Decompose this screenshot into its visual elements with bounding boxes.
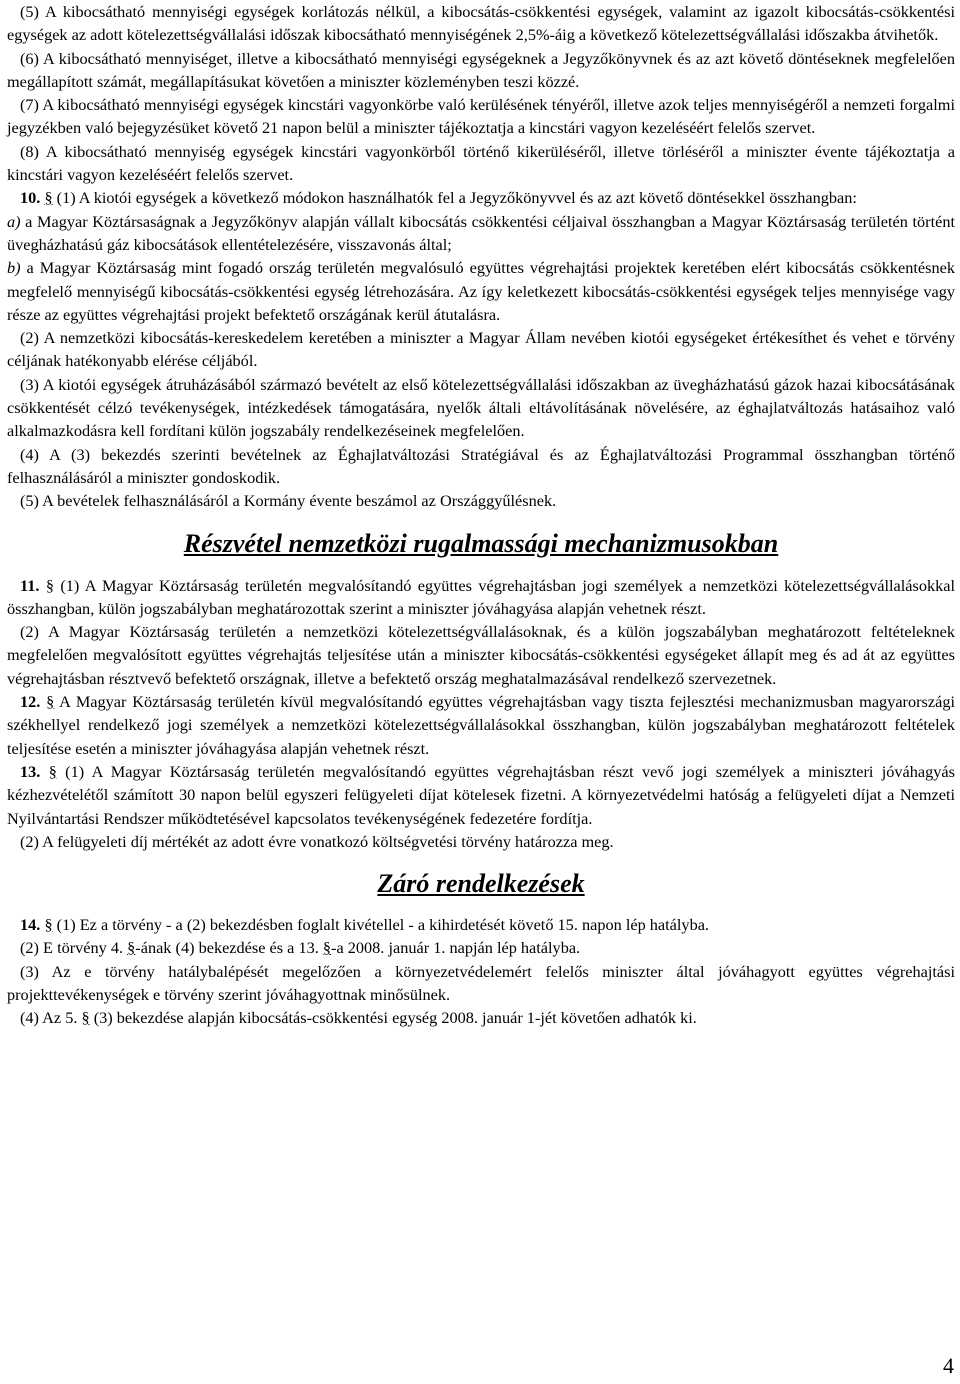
- section-14-paragraph-4: [7, 1006, 955, 1029]
- section-sign: §: [44, 188, 53, 208]
- paragraph-9-8: (8) A kibocsátható mennyiség egységek kincstári vagyonkörből történő kikerüléséről, illetve törléséről a miniszter évente tájékoztatja a kincstári vagyon kezeléséért felelős szervet.: [7, 141, 955, 185]
- section-text: (1) Ez a törvény - a (2) bekezdésben foglalt kivétellel - a kihirdetését követő 15. napon lép hatályba.: [52, 915, 710, 935]
- section-sign: §: [322, 938, 332, 958]
- text-part: (4) Az 5.: [20, 1008, 82, 1028]
- section-sign: §: [45, 575, 54, 595]
- section-10-paragraph-4: (4) A (3) bekezdés szerinti bevételnek az Éghajlatváltozási Stratégiával és az Éghajlatváltozási Programmal összhangban történő felhasználásáról a miniszter gondoskodik.: [7, 444, 955, 487]
- section-11-paragraph-1: [7, 574, 955, 621]
- section-text: (1) A kiotói egységek a következő módokon használhatók fel a Jegyzőkönyvvel és az azt követő döntésekkel összhangban:: [52, 188, 857, 208]
- section-12: [7, 690, 955, 760]
- text-part: (3) bekezdése alapján kibocsátás-csökkentési egység 2008. január 1-jét követően adhatók ki.: [89, 1008, 697, 1028]
- section-text: A Magyar Köztársaság területén kívül megvalósítandó együttes végrehajtásban vagy tiszta fejlesztési mechanizmusban magyarországi székhellyel rendelkező jogi személyek a nemzetközi kötelezettségvállalásokkal összhangban, külön jogszabályban meghatározott feltételek teljesítése esetén a miniszter jóváhagyása alapján vehetnek részt.: [7, 692, 955, 758]
- text-part: -ának (4) bekezdése és a 13.: [135, 938, 323, 958]
- section-number: 13.: [20, 761, 41, 781]
- document-page: [7, 0, 955, 1030]
- section-10-paragraph-1: [7, 186, 955, 209]
- text-part: -a 2008. január 1. napján lép hatályba.: [331, 938, 581, 958]
- section-10-paragraph-3: (3) A kiotói egységek átruházásából származó bevételt az első kötelezettségvállalási időszakban az üvegházhatású gázok hazai kibocsátásának csökkentését célzó tevékenységek, intézkedések támogatására, nyelők általi eltávolításának növelésére, az éghajlatváltozás hatásaihoz való alkalmazkodásra kell fordítani külön jogszabály rendelkezéseinek megfelelően.: [7, 374, 955, 441]
- section-sign: §: [127, 938, 136, 958]
- section-10-paragraph-2: (2) A nemzetközi kibocsátás-kereskedelem keretében a miniszter a Magyar Állam nevében kiotói egységeket értékesíthet és vehet e törvény céljának hatékonyabb elérése céljából.: [7, 328, 955, 371]
- section-number: 14.: [20, 915, 41, 935]
- section-sign: §: [44, 915, 53, 935]
- chapter-heading-final-provisions: Záró rendelkezések: [377, 869, 585, 899]
- section-number: 10.: [20, 188, 41, 208]
- section-14-paragraph-2: [7, 936, 955, 959]
- section-13-paragraph-1: [7, 760, 955, 830]
- section-sign: §: [46, 692, 55, 712]
- section-text: (1) A Magyar Köztársaság területén megvalósítandó együttes végrehajtásban jogi személyek a nemzetközi kötelezettségvállalásokkal összhangban, külön jogszabályban meghatározottak szerint a miniszter jóváhagyása alapján vehetnek részt.: [7, 575, 955, 618]
- section-sign: §: [81, 1008, 90, 1028]
- point-label: b): [7, 258, 21, 278]
- point-text: a Magyar Köztársaság mint fogadó ország területén megvalósuló együttes végrehajtási projektek keretében elért kibocsátás csökkentésnek megfelelő mennyiségű kibocsátás-csökkentési egység létrehozására. Az így keletkezett kibocsátás-csökkentési egységek teljes mennyisége vagy része az együttes végrehajtási projekt befektető országának kerül átutalásra.: [7, 258, 955, 324]
- page-number: 4: [943, 1353, 954, 1378]
- section-14-paragraph-3: (3) Az e törvény hatálybalépését megelőzően a környezetvédelemért felelős miniszter által jóváhagyott együttes végrehajtási projekttevékenységek e törvény szerint jóváhagyottnak minősülnek.: [7, 961, 955, 1004]
- section-number: 11.: [20, 575, 40, 595]
- section-sign: §: [48, 761, 57, 781]
- section-14-paragraph-1: [7, 913, 955, 936]
- section-10-point-b: [7, 256, 955, 326]
- paragraph-9-7: (7) A kibocsátható mennyiségi egységek kincstári vagyonkörbe való kerülésének tényéről, illetve azok teljes mennyiségéről a nemzeti forgalmi jegyzékben való bejegyzésüket követő 21 napon belül a miniszter tájékoztatja a kincstári vagyon kezeléséért felelős szervet.: [7, 95, 955, 138]
- point-label: a): [7, 211, 21, 231]
- paragraph-9-6: (6) A kibocsátható mennyiséget, illetve a kibocsátható mennyiségi egységeknek a Jegyzőkönyvnek és az azt követő döntéseknek megfelelően megállapított számát, megállapításukat követően a miniszter közleményben teszi közzé.: [7, 48, 955, 91]
- section-13-paragraph-2: (2) A felügyeleti díj mértékét az adott évre vonatkozó költségvetési törvény határozza meg.: [20, 831, 614, 851]
- section-text: (1) A Magyar Köztársaság területén megvalósítandó együttes végrehajtásban részt vevő jogi személyek a miniszteri jóváhagyás kézhezvételétől számított 30 napon belül egyszeri felügyeleti díjat kötelesek fizetni. A környezetvédelmi hatóság a felügyeleti díjat a Nemzeti Nyilvántartási Rendszer működtetésével kapcsolatos tevékenységének fedezetére fordítja.: [7, 761, 955, 828]
- point-text: a Magyar Köztársaságnak a Jegyzőkönyv alapján vállalt kibocsátás csökkentési céljaival összhangban a Magyar Köztársaság területén történt üvegházhatású gáz kibocsátások ellentételezésére, visszavonás által;: [7, 211, 955, 254]
- paragraph-9-5: (5) A kibocsátható mennyiségi egységek korlátozás nélkül, a kibocsátás-csökkentési egységek, valamint az igazolt kibocsátás-csökkentési egységek az adott kötelezettségvállalási időszak kibocsátható mennyiségének 2,5%-áig a következő kötelezettségvállalási időszakba átvihetők.: [7, 2, 955, 45]
- section-10-paragraph-5: (5) A bevételek felhasználásáról a Kormány évente beszámol az Országgyűlésnek.: [20, 491, 557, 511]
- text-part: (2) E törvény 4.: [20, 938, 128, 958]
- section-number: 12.: [20, 692, 41, 712]
- chapter-heading-flexibility-mechanisms: Részvétel nemzetközi rugalmassági mechanizmusokban: [183, 528, 779, 558]
- section-10-point-a: [7, 210, 955, 257]
- section-11-paragraph-2: (2) A Magyar Köztársaság területén a nemzetközi kötelezettségvállalásoknak, és a külön jogszabályban meghatározott feltételeknek megfelelően megvalósított együttes végrehajtás teljesítése után a miniszter kibocsátás-csökkentési egységeket állapít meg és ad át az együttes végrehajtásban résztvevő befektető országnak, illetve a befektető ország meghatalmazásával rendelkező szervezetnek.: [7, 622, 955, 688]
